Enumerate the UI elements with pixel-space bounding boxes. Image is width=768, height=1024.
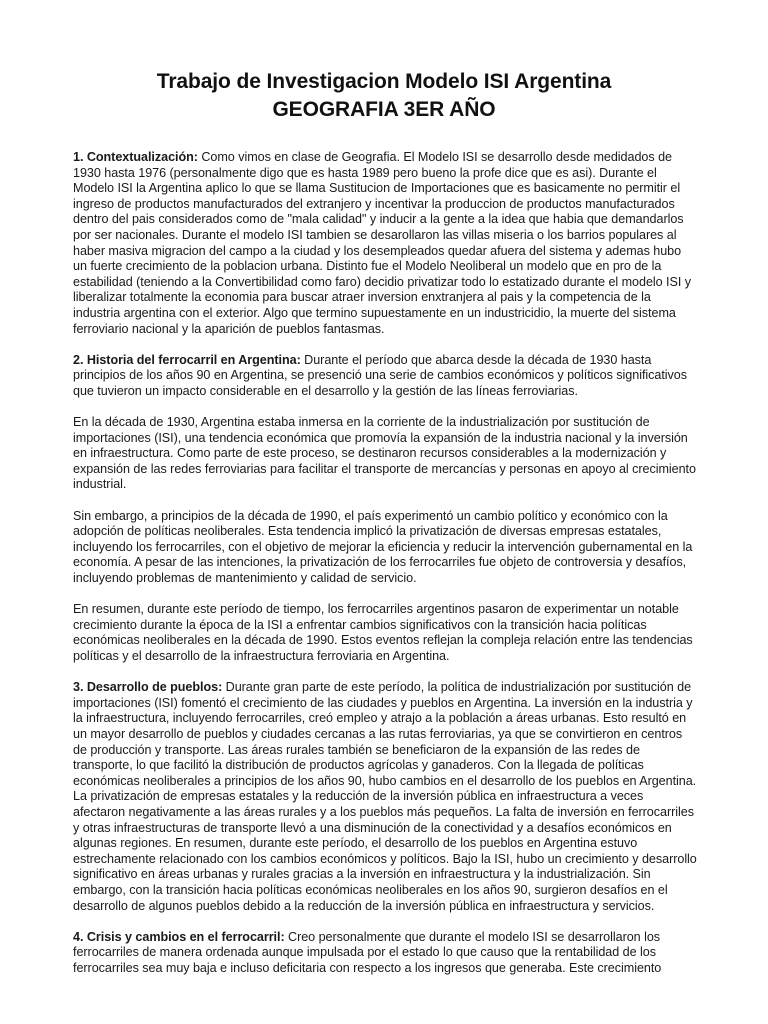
paragraph-decada-1990 — [73, 509, 697, 587]
section-heading-contextualizacion: 1. Contextualización: — [73, 150, 198, 164]
paragraph-decada-1930 — [73, 415, 697, 493]
document-title — [0, 68, 768, 124]
paragraph-text: Como vimos en clase de Geografia. El Modelo ISI se desarrollo desde medidados de 1930 hasta 1976 (personalmente digo que es hasta 1989 pero bueno la profe dice que es asi). Durante el Modelo ISI la Argentina aplico lo que se llama Sustitucion de Importaciones que es basicamente no permitir el ingreso de productos manufacturados del extranjero y incentivar la produccion de productos manufacturados dentro del pais considerados como de "mala calidad" y inducir a la gente a la idea que habia que demandarlos por ser nacionales. Durante el modelo ISI tambien se desarollaron las villas miseria o los barrios populares al haber masiva migracion del campo a la ciudad y los desempleados quedar afuera del sistema y ademas hubo un fuerte crecimiento de la poblacion urbana. Distinto fue el Modelo Neoliberal un modelo que en pro de la estabilidad (teniendo a la Convertibilidad como faro) decidio privatizar todo lo estatizado durante el modelo ISI y liberalizar totalmente la economia para buscar atraer inversion enxtranjera al pais y la competencia de la industria argentina con el exterior. Algo que termino supuestamente en un industricidio, la muerte del sistema ferroviario nacional y la aparición de pueblos fantasmas. — [73, 150, 691, 336]
paragraph-desarrollo-pueblos — [73, 680, 697, 914]
paragraph-text: Sin embargo, a principios de la década de 1990, el país experimentó un cambio político y económico con la adopción de políticas neoliberales. Esta tendencia implicó la privatización de diversas empresas estatales, incluyendo los ferrocarriles, con el objetivo de mejorar la eficiencia y reducir la intervención gubernamental en la economía. A pesar de las intenciones, la privatización de los ferrocarriles fue objeto de controversia y desafíos, incluyendo problemas de mantenimiento y calidad de servicio. — [73, 508, 693, 586]
paragraph-resumen — [73, 602, 697, 664]
paragraph-historia-ferrocarril — [73, 353, 697, 400]
paragraph-text: Durante gran parte de este período, la política de industrialización por sustitución de importaciones (ISI) fomentó el crecimiento de las ciudades y pueblos en Argentina. La inversión en la industria y la infraestructura, incluyendo ferrocarriles, creó empleo y atrajo a la población a áreas urbanas. Esto resultó en un mayor desarrollo de pueblos y ciudades cercanas a las rutas ferroviarias, ya que se convirtieron en centros de producción y transporte. Las áreas rurales también se beneficiaron de la expansión de las redes de transporte, lo que facilitó la distribución de productos agrícolas y ganaderos. Con la llegada de políticas económicas neoliberales a principios de los años 90, hubo cambios en el desarrollo de los pueblos en Argentina. La privatización de empresas estatales y la reducción de la inversión pública en infraestructura a veces afectaron negativamente a las áreas rurales y a los pueblos más pequeños. La falta de inversión en ferrocarriles y otras infraestructuras de transporte llevó a una disminución de la conectividad y a desafíos económicos en algunas regiones. En resumen, durante este período, el desarrollo de los pueblos en Argentina estuvo estrechamente relacionado con los cambios económicos y políticos. Bajo la ISI, hubo un crecimiento y desarrollo significativo en áreas urbanas y rurales gracias a la inversión en infraestructura y la industrialización. Sin embargo, con la transición hacia políticas económicas neoliberales en los años 90, surgieron desafíos en el desarrollo de algunos pueblos debido a la reducción de la inversión pública en infraestructura y servicios. — [73, 680, 697, 913]
title-line-2: GEOGRAFIA 3ER AÑO — [272, 98, 496, 121]
section-heading-historia-ferrocarril: 2. Historia del ferrocarril en Argentina: — [73, 352, 301, 367]
paragraph-crisis-ferrocarril — [73, 930, 697, 977]
paragraph-text: En resumen, durante este período de tiempo, los ferrocarriles argentinos pasaron de experimentar un notable crecimiento durante la época de la ISI a enfrentar cambios significativos con la transición hacia políticas económicas neoliberales en la década de 1990. Estos eventos reflejan la compleja relación entre las tendencias políticas y el desarrollo de la infraestructura ferroviaria en Argentina. — [73, 602, 693, 663]
document-body — [73, 150, 697, 992]
section-heading-desarrollo-pueblos: 3. Desarrollo de pueblos: — [73, 680, 223, 695]
paragraph-text: Creo personalmente que durante el modelo ISI se desarrollaron los ferrocarriles de manera ordenada aunque impulsada por el estado lo que causo que la rentabilidad de los ferrocarriles sea muy baja e incluso deficitaria con respecto a los ingresos que generaba. Este crecimiento — [73, 929, 662, 975]
paragraph-text: En la década de 1930, Argentina estaba inmersa en la corriente de la industrialización por sustitución de importaciones (ISI), una tendencia económica que promovía la expansión de la industria nacional y la inversión en infraestructura. Como parte de este proceso, se destinaron recursos considerables a la modernización y expansión de las redes ferroviarias para facilitar el transporte de mercancías y personas en apoyo al crecimiento industrial. — [73, 415, 696, 492]
title-line-1: Trabajo de Investigacion Modelo ISI Argentina — [156, 70, 612, 93]
paragraph-contextualizacion — [73, 150, 697, 337]
section-heading-crisis-ferrocarril: 4. Crisis y cambios en el ferrocarril: — [73, 929, 285, 944]
paragraph-text: Durante el período que abarca desde la década de 1930 hasta principios de los años 90 en Argentina, se presenció una serie de cambios económicos y políticos significativos que tuvieron un impacto considerable en el desarrollo y la gestión de las líneas ferroviarias. — [73, 352, 687, 398]
